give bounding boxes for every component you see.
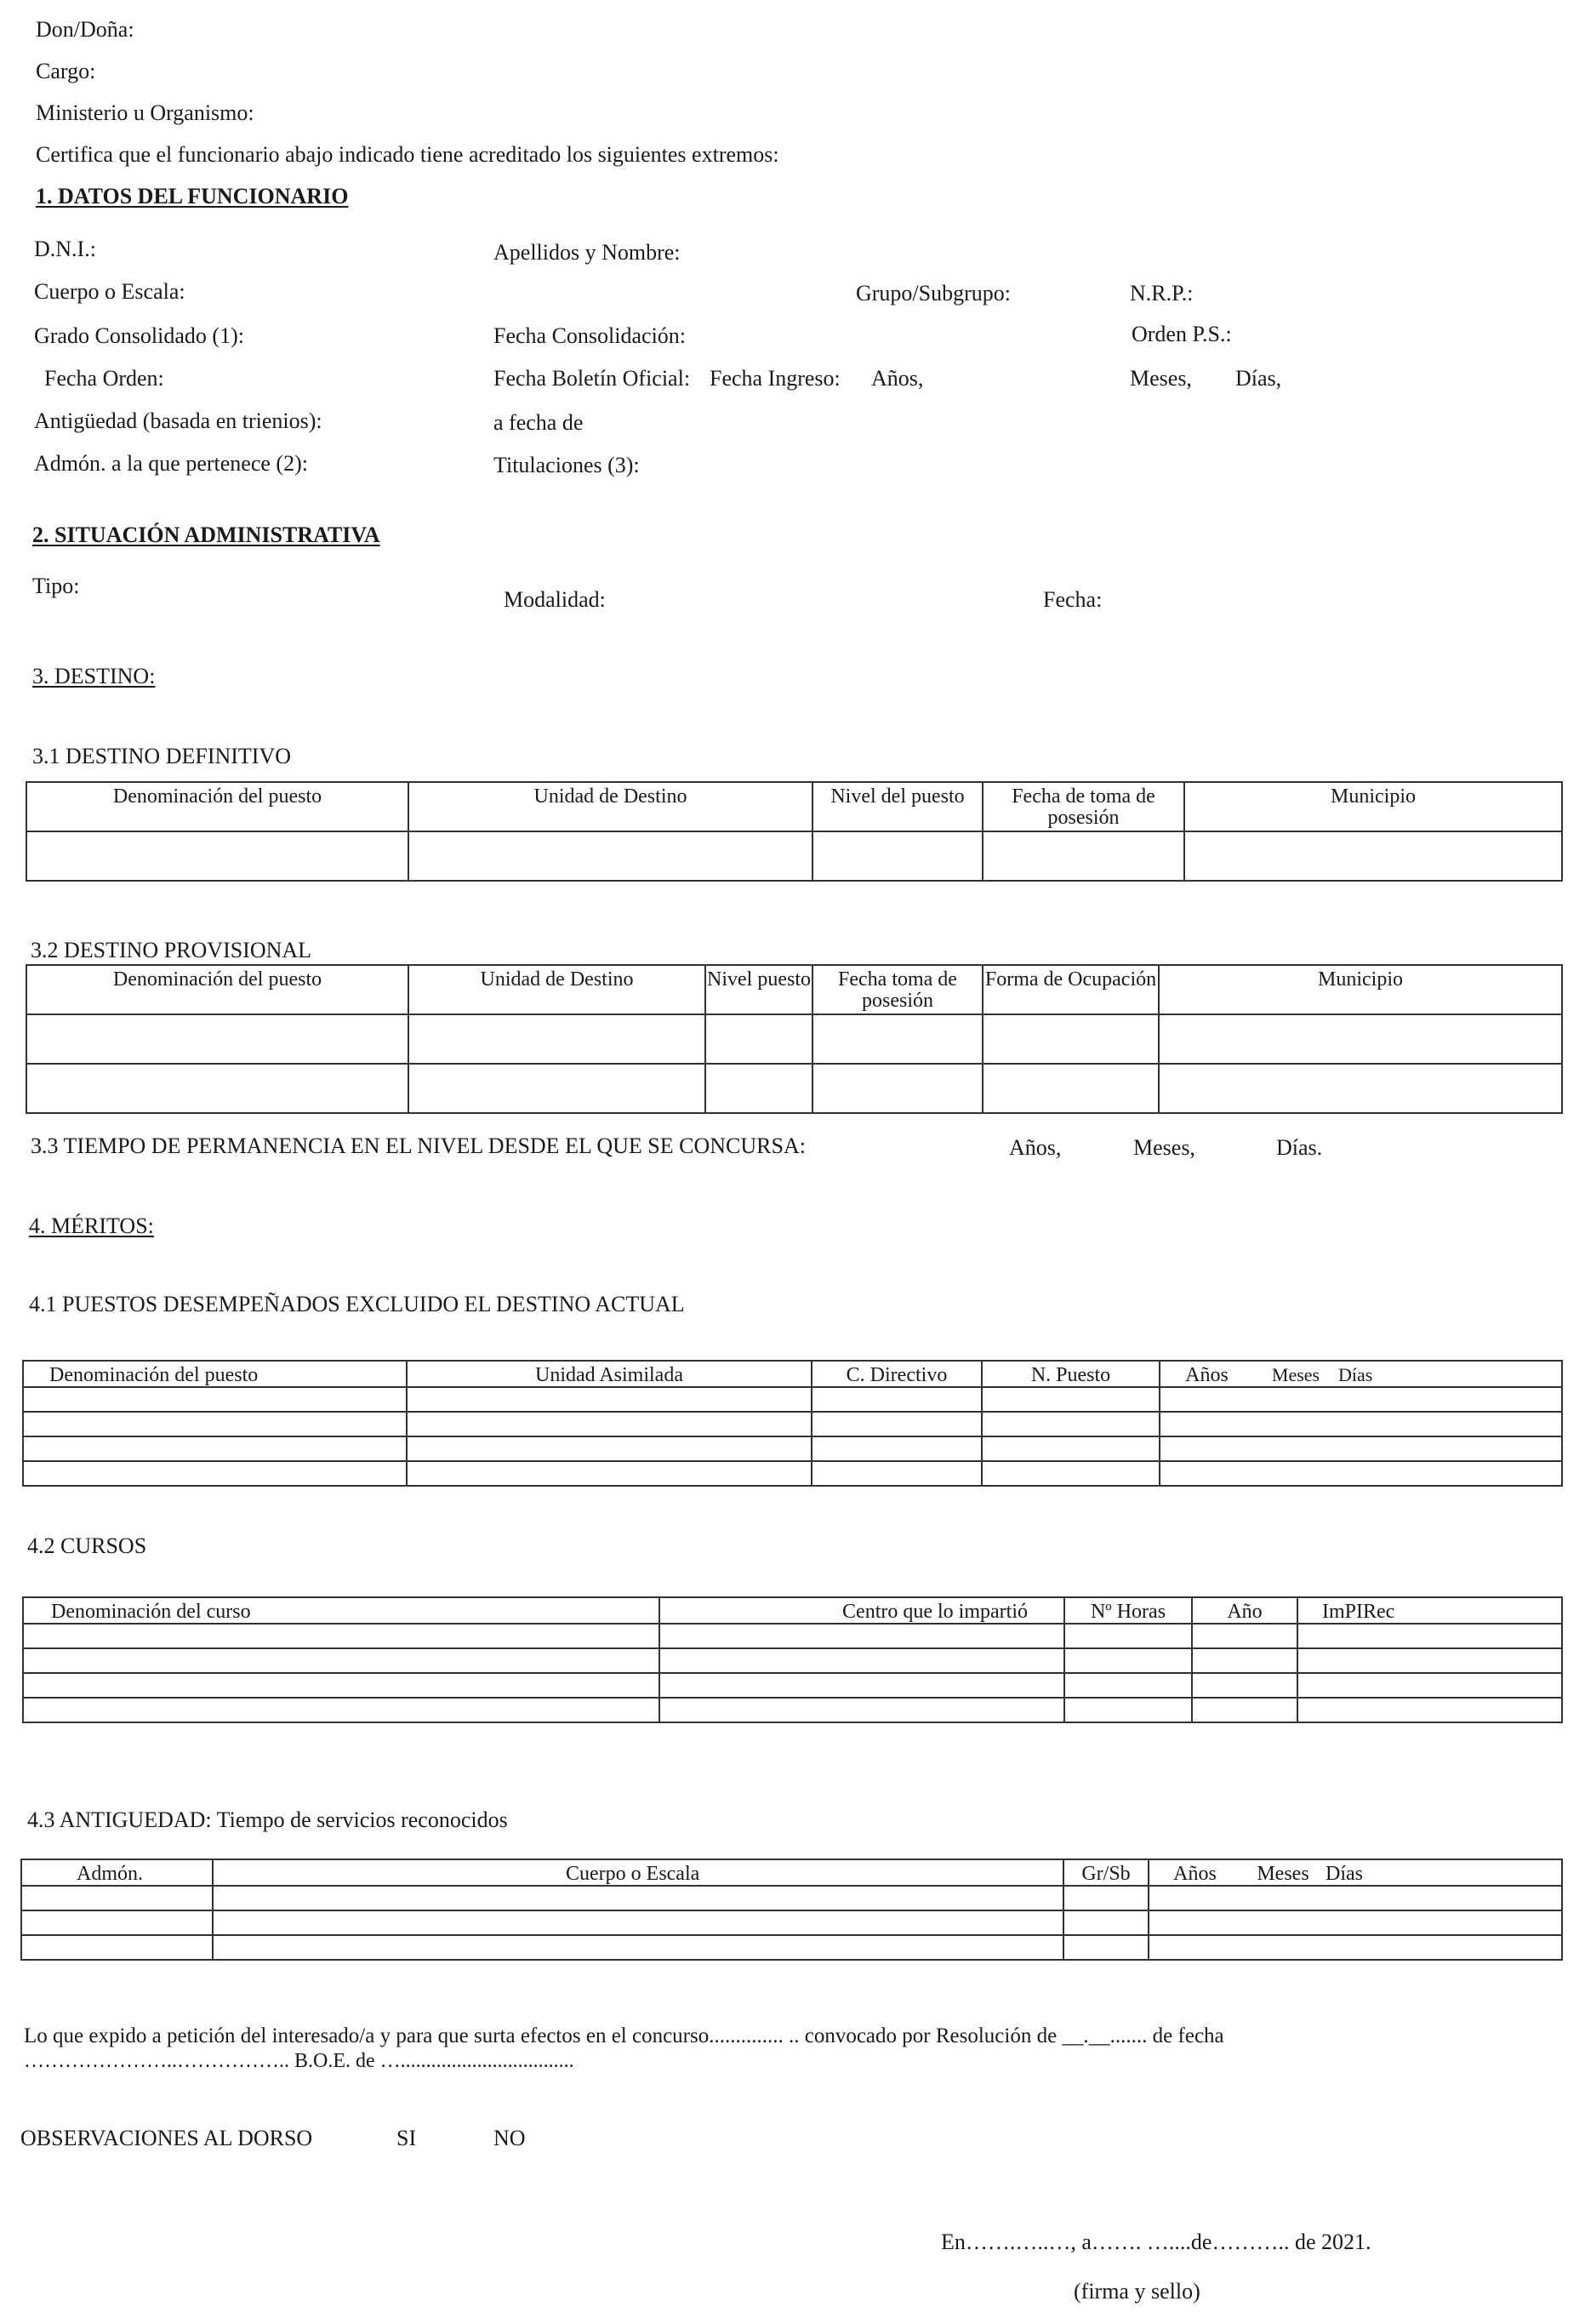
header-municipio: Municipio: [1159, 965, 1562, 1014]
cargo-label: Cargo:: [36, 59, 96, 83]
cell[interactable]: [659, 1648, 1064, 1673]
header-dias: Días: [1326, 1859, 1562, 1886]
fecha-consolidacion-label: Fecha Consolidación:: [493, 323, 687, 348]
cell[interactable]: [812, 1387, 982, 1412]
cell[interactable]: [705, 1064, 812, 1113]
cell[interactable]: [23, 1624, 659, 1648]
table-row: [26, 1014, 1562, 1064]
header-anos: Años: [1160, 1361, 1253, 1387]
ministerio-label: Ministerio u Organismo:: [36, 100, 254, 125]
cell[interactable]: [983, 831, 1184, 881]
cell[interactable]: [983, 1064, 1159, 1113]
cell[interactable]: [1159, 1064, 1562, 1113]
cell[interactable]: [21, 1935, 213, 1960]
section3-title: 3. DESTINO:: [32, 664, 156, 688]
anos-label: Años,: [871, 366, 924, 391]
cell[interactable]: [1297, 1624, 1562, 1648]
modalidad-label: Modalidad:: [504, 587, 606, 612]
permanencia-anos: Años,: [1009, 1135, 1062, 1160]
header-ano: Año: [1192, 1597, 1297, 1624]
cell[interactable]: [1192, 1698, 1297, 1722]
cell[interactable]: [812, 1436, 982, 1461]
destino-provisional-table: [26, 964, 1563, 1114]
cell[interactable]: [26, 1014, 408, 1064]
header-denominacion: Denominación del puesto: [26, 782, 408, 831]
header-impirec: ImPIRec: [1297, 1597, 1562, 1624]
cuerpo-label: Cuerpo o Escala:: [34, 279, 185, 304]
cell[interactable]: [659, 1698, 1064, 1722]
table-row: [23, 1412, 1562, 1436]
cell[interactable]: [23, 1461, 407, 1486]
cell[interactable]: [1184, 831, 1562, 881]
section4-title: 4. MÉRITOS:: [29, 1213, 154, 1238]
header-fecha-toma: Fecha de toma de posesión: [983, 782, 1184, 831]
fecha-boletin-label: Fecha Boletín Oficial:: [493, 366, 691, 391]
header-denominacion-curso: Denominación del curso: [23, 1597, 659, 1624]
table-row: [23, 1461, 1562, 1486]
destino-definitivo-table: [26, 781, 1563, 882]
cell[interactable]: [1064, 1673, 1192, 1698]
nrp-label: N.R.P.:: [1130, 281, 1194, 305]
table-row: [26, 1064, 1562, 1113]
header-fecha-toma: Fecha toma de posesión: [812, 965, 983, 1014]
cell[interactable]: [23, 1387, 407, 1412]
certifica-text: Certifica que el funcionario abajo indicado tiene acreditado los siguientes extremos:: [36, 142, 779, 167]
cell[interactable]: [26, 831, 408, 881]
cell[interactable]: [1149, 1886, 1562, 1910]
cell[interactable]: [1160, 1461, 1562, 1486]
cell[interactable]: [26, 1064, 408, 1113]
cell[interactable]: [1192, 1624, 1297, 1648]
cell[interactable]: [408, 1064, 705, 1113]
header-denominacion: Denominación del puesto: [23, 1361, 407, 1387]
table-row: [21, 1910, 1562, 1935]
cell[interactable]: [407, 1436, 812, 1461]
antiguedad-label: Antigüedad (basada en trienios):: [34, 408, 322, 433]
cell[interactable]: [1160, 1387, 1562, 1412]
header-dias: Días: [1338, 1361, 1562, 1387]
antiguedad-table: [20, 1859, 1563, 1961]
cell[interactable]: [23, 1673, 659, 1698]
header-denominacion: Denominación del puesto: [26, 965, 408, 1014]
cell[interactable]: [1160, 1412, 1562, 1436]
firma-sello-label: (firma y sello): [1074, 2279, 1200, 2304]
table-row: [21, 1935, 1562, 1960]
cell[interactable]: [982, 1461, 1160, 1486]
header-unidad: Unidad de Destino: [408, 782, 812, 831]
cell[interactable]: [1297, 1698, 1562, 1722]
table-row: [23, 1624, 1562, 1648]
cell[interactable]: [1159, 1014, 1562, 1064]
meses-label: Meses,: [1130, 366, 1192, 391]
table-row: [23, 1648, 1562, 1673]
cell[interactable]: [1192, 1648, 1297, 1673]
table-row: [23, 1436, 1562, 1461]
lugar-fecha-line: En…….…..…, a……. …....de……….. de 2021.: [941, 2230, 1371, 2254]
puestos-title: 4.1 PUESTOS DESEMPEÑADOS EXCLUIDO EL DESTINO ACTUAL: [29, 1292, 685, 1316]
antiguedad-title: 4.3 ANTIGUEDAD: Tiempo de servicios reconocidos: [27, 1807, 508, 1832]
fecha-ingreso-label: Fecha Ingreso:: [710, 366, 841, 391]
observaciones-label: OBSERVACIONES AL DORSO: [20, 2126, 313, 2150]
cell[interactable]: [407, 1412, 812, 1436]
cell[interactable]: [1192, 1673, 1297, 1698]
cell[interactable]: [1063, 1935, 1149, 1960]
cell[interactable]: [1149, 1910, 1562, 1935]
header-municipio: Municipio: [1184, 782, 1562, 831]
section1-title: 1. DATOS DEL FUNCIONARIO: [36, 184, 349, 208]
table-row: [23, 1673, 1562, 1698]
a-fecha-de-label: a fecha de: [493, 410, 584, 435]
header-admon: Admón.: [21, 1859, 213, 1886]
cell[interactable]: [983, 1014, 1159, 1064]
cell[interactable]: [213, 1935, 1063, 1960]
si-option[interactable]: SI: [396, 2126, 417, 2150]
cell[interactable]: [1063, 1886, 1149, 1910]
cell[interactable]: [1297, 1673, 1562, 1698]
header-cuerpo: Cuerpo o Escala: [213, 1859, 1063, 1886]
cell[interactable]: [812, 1064, 983, 1113]
cursos-title: 4.2 CURSOS: [27, 1533, 147, 1558]
header-unidad-asimilada: Unidad Asimilada: [407, 1361, 812, 1387]
table-row: [23, 1698, 1562, 1722]
cell[interactable]: [659, 1673, 1064, 1698]
permanencia-label: 3.3 TIEMPO DE PERMANENCIA EN EL NIVEL DESDE EL QUE SE CONCURSA:: [31, 1133, 806, 1158]
cell[interactable]: [982, 1436, 1160, 1461]
cell[interactable]: [21, 1886, 213, 1910]
destino-provisional-title: 3.2 DESTINO PROVISIONAL: [31, 938, 312, 962]
header-horas: Nº Horas: [1064, 1597, 1192, 1624]
dias-label: Días,: [1235, 366, 1282, 391]
permanencia-dias: Días.: [1276, 1135, 1323, 1160]
cursos-table: [22, 1596, 1563, 1723]
header-nivel: Nivel puesto: [705, 965, 812, 1014]
tipo-label: Tipo:: [32, 574, 80, 598]
cell[interactable]: [1064, 1698, 1192, 1722]
admon-label: Admón. a la que pertenece (2):: [34, 451, 308, 476]
cell[interactable]: [659, 1624, 1064, 1648]
puestos-table: [22, 1360, 1563, 1487]
cell[interactable]: [407, 1461, 812, 1486]
cell[interactable]: [1064, 1624, 1192, 1648]
cell[interactable]: [812, 831, 983, 881]
cell[interactable]: [812, 1412, 982, 1436]
table-row: [21, 1886, 1562, 1910]
cell[interactable]: [812, 1461, 982, 1486]
cell[interactable]: [408, 1014, 705, 1064]
fecha-label: Fecha:: [1043, 587, 1103, 612]
cell[interactable]: [23, 1648, 659, 1673]
cell[interactable]: [1160, 1436, 1562, 1461]
destino-definitivo-title: 3.1 DESTINO DEFINITIVO: [32, 744, 292, 768]
header-n-puesto: N. Puesto: [982, 1361, 1160, 1387]
orden-ps-label: Orden P.S.:: [1132, 322, 1232, 346]
cell[interactable]: [21, 1910, 213, 1935]
cell[interactable]: [408, 831, 812, 881]
header-gr-sb: Gr/Sb: [1063, 1859, 1149, 1886]
header-anos: Años: [1149, 1859, 1240, 1886]
cell[interactable]: [1064, 1648, 1192, 1673]
cell[interactable]: [213, 1886, 1063, 1910]
apellidos-label: Apellidos y Nombre:: [493, 240, 681, 265]
header-nivel: Nivel del puesto: [812, 782, 983, 831]
don-dona-label: Don/Doña:: [36, 17, 134, 42]
table-row: [26, 831, 1562, 881]
titulaciones-label: Titulaciones (3):: [493, 453, 640, 477]
expido-line-2: …………………..…………….. B.O.E. de …..................................: [24, 2050, 574, 2072]
fecha-orden-label: Fecha Orden:: [44, 366, 164, 391]
cell[interactable]: [23, 1698, 659, 1722]
dni-label: D.N.I.:: [34, 237, 96, 261]
grado-label: Grado Consolidado (1):: [34, 323, 244, 348]
permanencia-meses: Meses,: [1133, 1135, 1195, 1160]
header-centro: Centro que lo impartió: [659, 1597, 1064, 1624]
grupo-label: Grupo/Subgrupo:: [856, 281, 1011, 305]
cell[interactable]: [982, 1412, 1160, 1436]
cell[interactable]: [213, 1910, 1063, 1935]
cell[interactable]: [1063, 1910, 1149, 1935]
cell[interactable]: [407, 1387, 812, 1412]
header-unidad: Unidad de Destino: [408, 965, 705, 1014]
header-c-directivo: C. Directivo: [812, 1361, 982, 1387]
section2-title: 2. SITUACIÓN ADMINISTRATIVA: [32, 522, 380, 547]
header-meses: Meses: [1253, 1361, 1338, 1387]
cell[interactable]: [812, 1014, 983, 1064]
cell[interactable]: [705, 1014, 812, 1064]
expido-line-1: Lo que expido a petición del interesado/a y para que surta efectos en el concurso.............. .. convocado por Resolución de __.__....... de fecha: [24, 2024, 1224, 2047]
cell[interactable]: [982, 1387, 1160, 1412]
cell[interactable]: [23, 1436, 407, 1461]
header-meses: Meses: [1240, 1859, 1326, 1886]
cell[interactable]: [23, 1412, 407, 1436]
cell[interactable]: [1149, 1935, 1562, 1960]
table-row: [23, 1387, 1562, 1412]
header-forma-ocupacion: Forma de Ocupación: [983, 965, 1159, 1014]
no-option[interactable]: NO: [493, 2126, 526, 2150]
cell[interactable]: [1297, 1648, 1562, 1673]
